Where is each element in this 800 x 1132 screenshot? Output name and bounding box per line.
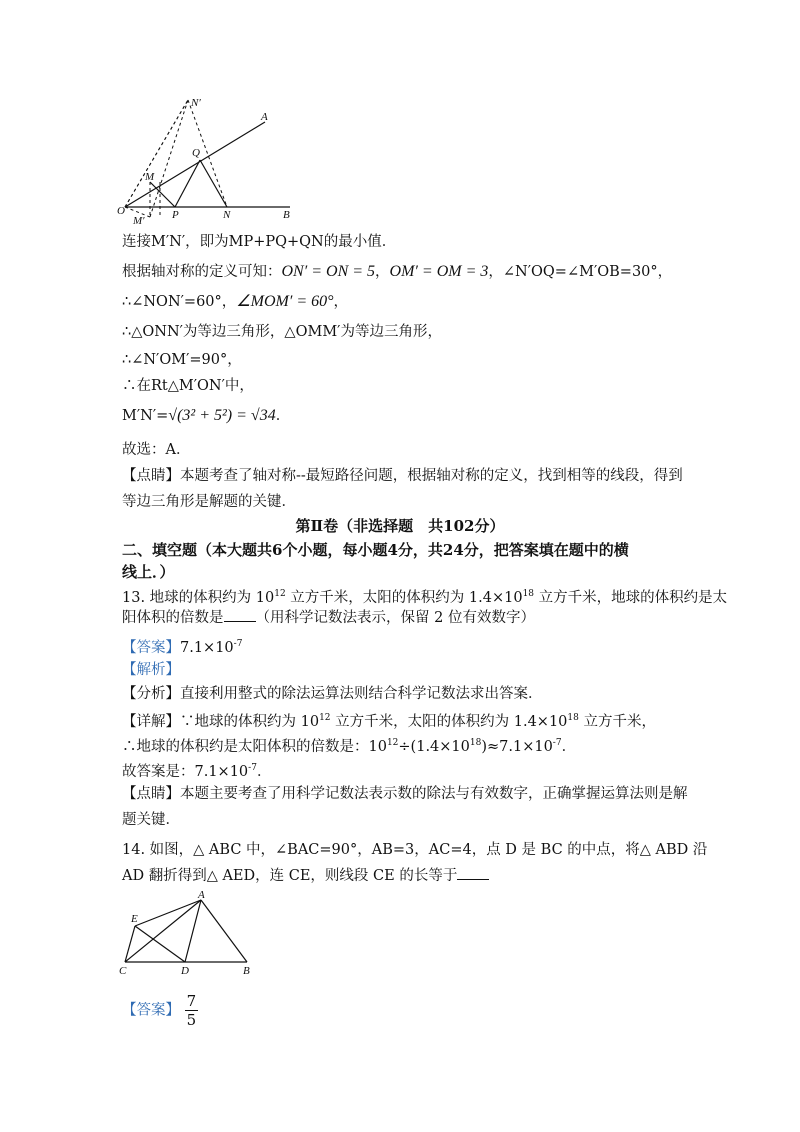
solution-line-6: ∴在Rt△M′ON′中， bbox=[122, 378, 254, 394]
q13-analysis-tag: 【解析】 bbox=[122, 662, 180, 678]
solution-line-3: ∴∠NON′=60°，∠MOM′ = 60°， bbox=[122, 293, 349, 310]
q14-answer: 【答案】 $\frac{7}{5}$ bbox=[122, 992, 197, 1029]
solution-line-4: ∴△ONN′为等边三角形，△OMM′为等边三角形， bbox=[122, 324, 442, 340]
answer-blank bbox=[457, 867, 489, 880]
solution-line-10: 等边三角形是解题的关键． bbox=[122, 494, 296, 510]
q13-line-2: 阳体积的倍数是 （用科学记数法表示，保留 2 位有效数字） bbox=[122, 610, 535, 626]
label-B: B bbox=[243, 965, 250, 977]
q14-line-2: AD 翻折得到△ AED，连 CE，则线段 CE 的长等于 bbox=[122, 866, 489, 886]
label-P: P bbox=[172, 209, 179, 221]
solution-line-2: 根据轴对称的定义可知：ON′ = ON = 5，OM′ = OM = 3，∠N′OQ=∠M′OB=30°， bbox=[122, 263, 673, 280]
solution-line-8: 故选：A． bbox=[122, 442, 191, 458]
geometry-figure-1 bbox=[115, 92, 295, 227]
solution-line-5: ∴∠N′OM′=90°， bbox=[122, 352, 242, 368]
q13-answer: 【答案】$7.1\times 10^{-7}$ bbox=[122, 639, 243, 656]
solution-line-9: 【点睛】本题考查了轴对称--最短路径问题，根据轴对称的定义，找到相等的线段，得到 bbox=[122, 468, 683, 484]
solution-line-1: 连接M′N′，即为MP+PQ+QN的最小值． bbox=[122, 234, 397, 250]
section-heading-line-1: 二、填空题（本大题共6个小题，每小题4分，共24分，把答案填在题中的横 bbox=[122, 541, 629, 559]
q13-dianjing-2: 题关键． bbox=[122, 812, 180, 828]
q13-dianjing-1: 【点睛】本题主要考查了用科学记数法表示数的除法与有效数字，正确掌握运算法则是解 bbox=[122, 786, 688, 802]
label-A: A bbox=[198, 890, 205, 901]
answer-blank bbox=[224, 609, 256, 622]
answer-fraction: $\frac{7}{5}$ bbox=[186, 992, 197, 1029]
q14-line-1: 14. 如图，△ ABC 中，∠BAC=90°，AB=3，AC=4，点 D 是 BC 的中点，将△ ABD 沿 bbox=[122, 842, 708, 858]
label-Q: Q bbox=[192, 147, 200, 159]
solution-line-7: M′N′=√(3² + 5²) = √34． bbox=[122, 407, 291, 424]
geometry-figure-2 bbox=[115, 890, 265, 978]
q13-xiangjie: 【详解】∵地球的体积约为 $10^{12}$ 立方千米，太阳的体积约为 $1.4\times 10^{18}$ 立方千米， bbox=[122, 713, 656, 730]
q13-fenxi: 【分析】直接利用整式的除法运算法则结合科学记数法求出答案． bbox=[122, 686, 543, 702]
label-C: C bbox=[119, 965, 127, 977]
label-N: N bbox=[223, 209, 231, 221]
q13-line-1: 13. 地球的体积约为 $10^{12}$ 立方千米，太阳的体积约为 $1.4\times 10^{18}$ 立方千米，地球的体积约是太 bbox=[122, 589, 728, 606]
label-E: E bbox=[131, 913, 138, 925]
label-B: B bbox=[283, 209, 290, 221]
label-D: D bbox=[181, 965, 189, 977]
label-N-prime: N′ bbox=[191, 97, 201, 109]
section-heading-line-2: 线上．） bbox=[122, 563, 175, 581]
label-A: A bbox=[261, 111, 268, 123]
label-M-prime: M′ bbox=[133, 215, 145, 227]
label-M: M bbox=[145, 171, 155, 183]
q13-final: 故答案是：$7.1\times 10^{-7}$． bbox=[122, 763, 272, 780]
label-O: O bbox=[117, 205, 125, 217]
q13-calc: ∴地球的体积约是太阳体积的倍数是：$10^{12}\div(1.4\times 10^{18})\approx 7.1\times 10^{-7}$． bbox=[122, 738, 577, 755]
section-title: 第Ⅱ卷（非选择题 共102分） bbox=[295, 517, 505, 535]
